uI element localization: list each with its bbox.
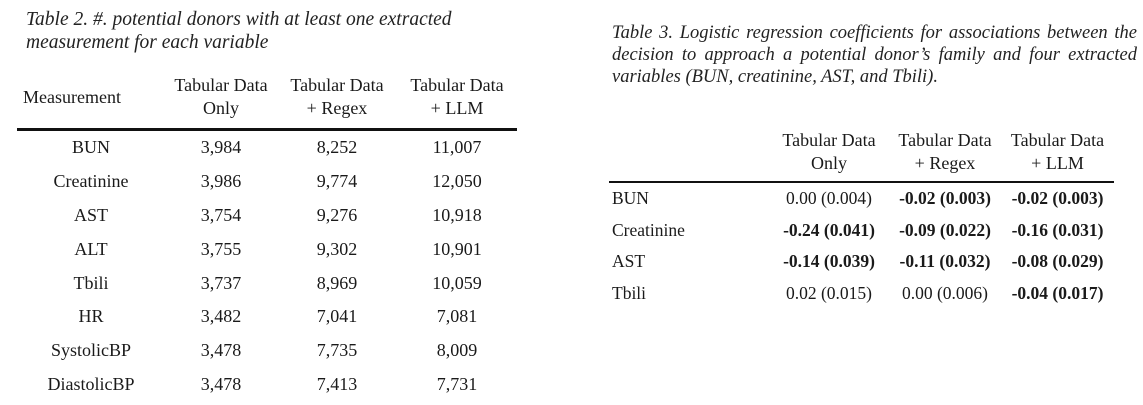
table-cell: 8,009: [436, 340, 478, 361]
table-cell: 7,735: [316, 340, 358, 361]
row-label: SystolicBP: [50, 340, 132, 361]
table2-header-llm: Tabular Data + LLM: [397, 66, 517, 130]
table-cell: -0.16 (0.031): [1011, 219, 1104, 240]
row-label: HR: [78, 306, 104, 327]
table-cell: -0.14 (0.039): [783, 251, 875, 272]
row-label: AST: [612, 251, 646, 272]
table-cell: 10,918: [432, 204, 482, 225]
table3-header-regex: Tabular Data + Regex: [889, 126, 1001, 182]
table-cell: 9,302: [316, 238, 358, 259]
row-label: Tbili: [73, 272, 109, 293]
table-cell: 3,478: [200, 373, 242, 394]
table-cell: 0.02 (0.015): [785, 282, 873, 303]
table3-header-tabular-only: Tabular Data Only: [769, 126, 889, 182]
table2-header-tabular-only: Tabular Data Only: [165, 66, 277, 130]
table-row: [17, 165, 517, 199]
table-cell: 10,059: [432, 272, 482, 293]
table-cell: 12,050: [432, 171, 482, 192]
table3-caption: Table 3. Logistic regression coefficients for associations between the decision to approach a potential donor’s family and four extracted variables (BUN, creatinine, AST, and Tbili).: [612, 23, 1137, 87]
table-cell: 0.00 (0.004): [785, 188, 873, 209]
table2-caption: Table 2. #. potential donors with at least one extracted measurement for each variable: [26, 9, 452, 53]
row-label: Creatinine: [53, 171, 129, 192]
table-cell: 3,986: [200, 171, 242, 192]
table-cell: 3,482: [200, 306, 242, 327]
table-cell: 7,413: [316, 373, 358, 394]
table-cell: 8,252: [316, 137, 358, 158]
table-row: [17, 368, 517, 402]
table-row: [17, 300, 517, 334]
table-cell: 0.00 (0.006): [901, 282, 989, 303]
table3-header-row: [609, 126, 1114, 182]
table-row: [609, 246, 1114, 278]
table2-header-regex: Tabular Data + Regex: [277, 66, 397, 130]
table-cell: -0.02 (0.003): [1011, 188, 1104, 209]
table-cell: 10,901: [432, 238, 482, 259]
table-cell: 9,276: [316, 204, 358, 225]
table-row: [17, 232, 517, 266]
table-cell: 7,041: [316, 306, 358, 327]
table-cell: -0.08 (0.029): [1011, 251, 1104, 272]
table2: [17, 66, 517, 401]
table-cell: -0.24 (0.041): [783, 219, 875, 240]
table-cell: 7,731: [436, 373, 478, 394]
table3: [609, 126, 1114, 309]
table-row: [17, 199, 517, 233]
table-cell: 3,755: [200, 238, 242, 259]
table-cell: 3,737: [200, 272, 242, 293]
table-row: [17, 266, 517, 300]
row-label: AST: [73, 204, 108, 225]
table3-body: [609, 182, 1114, 309]
row-label: BUN: [612, 188, 649, 209]
table-cell: 8,969: [316, 272, 358, 293]
table-cell: -0.02 (0.003): [899, 188, 991, 209]
table-row: [609, 215, 1114, 247]
table2-body: [17, 130, 517, 402]
table-cell: 7,081: [436, 306, 478, 327]
table-cell: 3,984: [200, 137, 242, 158]
table-cell: 11,007: [432, 137, 482, 158]
table3-header-blank: [609, 126, 769, 182]
table-row: [17, 130, 517, 165]
row-label: DiastolicBP: [47, 373, 135, 394]
table-cell: 9,774: [316, 171, 358, 192]
table-cell: -0.04 (0.017): [1011, 282, 1104, 303]
row-label: Creatinine: [612, 219, 685, 240]
row-label: ALT: [74, 238, 108, 259]
table-row: [609, 278, 1114, 310]
table-cell: 3,478: [200, 340, 242, 361]
table2-header-measurement: Measurement: [17, 66, 165, 130]
table3-header-llm: Tabular Data + LLM: [1001, 126, 1114, 182]
table-row: [17, 334, 517, 368]
table2-header-row: [17, 66, 517, 130]
table-row: [609, 182, 1114, 215]
table-cell: -0.11 (0.032): [899, 251, 991, 272]
row-label: BUN: [71, 137, 110, 158]
table-cell: -0.09 (0.022): [899, 219, 991, 240]
row-label: Tbili: [612, 282, 647, 303]
table-cell: 3,754: [200, 204, 242, 225]
